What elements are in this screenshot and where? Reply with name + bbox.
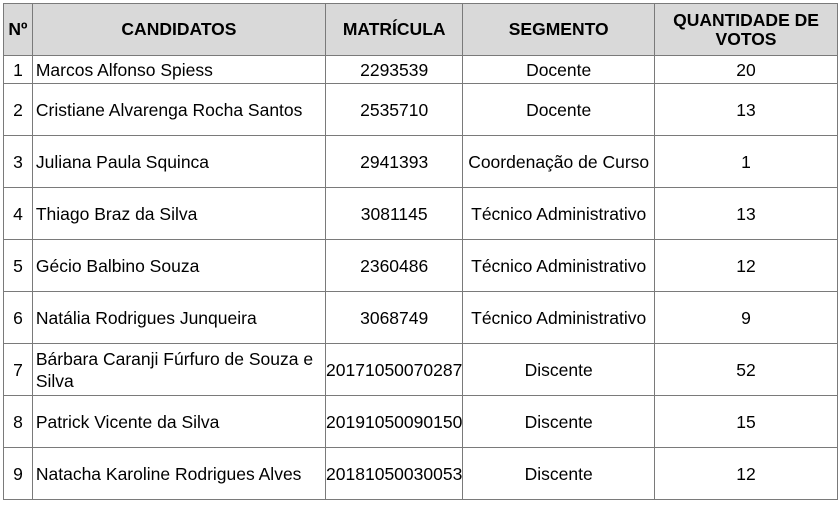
registration-number: 2535710 (326, 84, 463, 136)
candidate-name: Thiago Braz da Silva (32, 188, 325, 240)
row-number: 9 (4, 448, 33, 500)
segment: Coordenação de Curso (463, 136, 655, 188)
table-row (4, 188, 838, 240)
vote-count: 52 (655, 344, 838, 396)
header-votes (655, 4, 838, 56)
candidate-name: Gécio Balbino Souza (32, 240, 325, 292)
registration-number: 2360486 (326, 240, 463, 292)
segment: Discente (463, 448, 655, 500)
candidate-name: Natacha Karoline Rodrigues Alves (32, 448, 325, 500)
candidate-name: Cristiane Alvarenga Rocha Santos (32, 84, 325, 136)
vote-count: 9 (655, 292, 838, 344)
candidate-name: Patrick Vicente da Silva (32, 396, 325, 448)
table-row (4, 344, 838, 396)
vote-count: 1 (655, 136, 838, 188)
registration-number: 2293539 (326, 56, 463, 84)
table-row (4, 136, 838, 188)
header-votes-line1: QUANTIDADE DE (673, 9, 819, 30)
header-votes-line2: VOTOS (715, 28, 777, 49)
registration-number: 20171050070287 (326, 344, 463, 396)
table-row (4, 448, 838, 500)
table-row (4, 396, 838, 448)
vote-count: 13 (655, 188, 838, 240)
segment: Discente (463, 396, 655, 448)
candidates-votes-table (3, 3, 838, 500)
registration-number: 2941393 (326, 136, 463, 188)
table-header-row (4, 4, 838, 56)
vote-count: 13 (655, 84, 838, 136)
registration-number: 3068749 (326, 292, 463, 344)
row-number: 1 (4, 56, 33, 84)
row-number: 5 (4, 240, 33, 292)
segment: Discente (463, 344, 655, 396)
results-table-container (3, 3, 838, 500)
registration-number: 3081145 (326, 188, 463, 240)
candidate-name: Natália Rodrigues Junqueira (32, 292, 325, 344)
header-segment: SEGMENTO (463, 4, 655, 56)
row-number: 4 (4, 188, 33, 240)
segment: Docente (463, 84, 655, 136)
candidate-name: Juliana Paula Squinca (32, 136, 325, 188)
segment: Técnico Administrativo (463, 188, 655, 240)
row-number: 7 (4, 344, 33, 396)
table-row (4, 240, 838, 292)
row-number: 6 (4, 292, 33, 344)
registration-number: 20191050090150 (326, 396, 463, 448)
segment: Técnico Administrativo (463, 292, 655, 344)
header-registration: MATRÍCULA (326, 4, 463, 56)
row-number: 3 (4, 136, 33, 188)
table-row (4, 56, 838, 84)
table-row (4, 84, 838, 136)
vote-count: 12 (655, 240, 838, 292)
header-number: Nº (4, 4, 33, 56)
segment: Docente (463, 56, 655, 84)
candidate-name: Bárbara Caranji Fúrfuro de Souza e Silva (32, 344, 325, 396)
vote-count: 12 (655, 448, 838, 500)
vote-count: 15 (655, 396, 838, 448)
vote-count: 20 (655, 56, 838, 84)
row-number: 2 (4, 84, 33, 136)
row-number: 8 (4, 396, 33, 448)
registration-number: 20181050030053 (326, 448, 463, 500)
candidate-name: Marcos Alfonso Spiess (32, 56, 325, 84)
segment: Técnico Administrativo (463, 240, 655, 292)
header-candidates: CANDIDATOS (32, 4, 325, 56)
table-row (4, 292, 838, 344)
